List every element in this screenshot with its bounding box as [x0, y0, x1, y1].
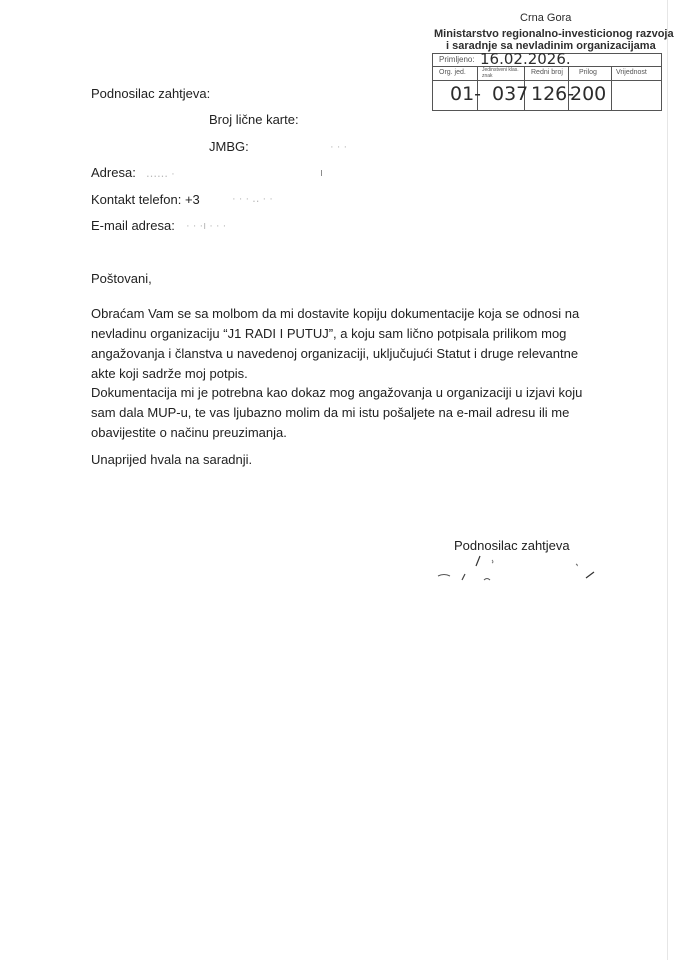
greeting: Poštovani,	[91, 271, 152, 286]
stamp-received-date: 16.02.2026.	[480, 50, 571, 68]
address-redacted-trace: ‥‥‥ ·	[146, 168, 175, 180]
stamp-received-label: Primljeno:	[439, 55, 475, 64]
stamp-col-class: Jedinstveni klas. znak	[482, 67, 519, 79]
stamp-cell-value	[612, 67, 660, 110]
stamp-col-value: Vrijednost	[616, 69, 647, 76]
jmbg-label: JMBG:	[209, 139, 249, 154]
address-label: Adresa:	[91, 165, 136, 180]
stamp-ministry-line1: Ministarstvo regionalno-investicionog razvoja	[434, 28, 674, 40]
stamp-hand-org: 01-	[450, 83, 482, 105]
signature-scribble	[436, 550, 606, 584]
id-card-label: Broj lične karte:	[209, 112, 299, 127]
stamp-hand-class: 037	[492, 83, 529, 105]
phone-redacted-trace: · · · ‥ · ·	[232, 193, 273, 205]
stamp-hand-attach: 200	[570, 83, 607, 105]
paragraph-request: Obraćam Vam se sa molbom da mi dostavite kopiju dokumentacije koja se odnosi na nevladinu organizaciju “J1 RADI I PUTUJ”, a koju sam lično potpisala prilikom mog angažovanja i članstva u navedenoj organizaciji, uključujući Statut i druge relevantne akte koji sadrže moj potpis.	[91, 306, 580, 381]
closing-line: Unaprijed hvala na saradnji.	[91, 452, 253, 467]
address-redacted-end: ı	[320, 167, 324, 179]
paragraph-purpose: Dokumentacija mi je potrebna kao dokaz mog angažovanja u organizaciji u izjavi koju sam dala MUP-u, te vas ljubazno molim da mi istu pošaljete na e-mail adresu ili me obavijestite o načinu preuzimanja.	[91, 385, 583, 440]
stamp-col-org: Org. jed.	[439, 69, 466, 76]
signature-label: Podnosilac zahtjeva	[454, 538, 570, 553]
stamp-col-attach: Prilog	[579, 69, 597, 76]
email-label: E-mail adresa:	[91, 218, 175, 233]
phone-label: Kontakt telefon: +3	[91, 192, 200, 207]
email-redacted-trace: · · ·ı · · ·	[186, 220, 227, 232]
scan-edge-line	[667, 0, 668, 960]
stamp-country: Crna Gora	[520, 12, 572, 24]
stamp-ministry-line2: i saradnje sa nevladinim organizacijama	[446, 40, 656, 52]
stamp-hand-no: 126-	[531, 83, 575, 105]
applicant-label: Podnosilac zahtjeva:	[91, 86, 211, 101]
jmbg-redacted-trace: · · ·	[330, 141, 348, 153]
stamp-col-no: Redni broj	[531, 69, 563, 76]
